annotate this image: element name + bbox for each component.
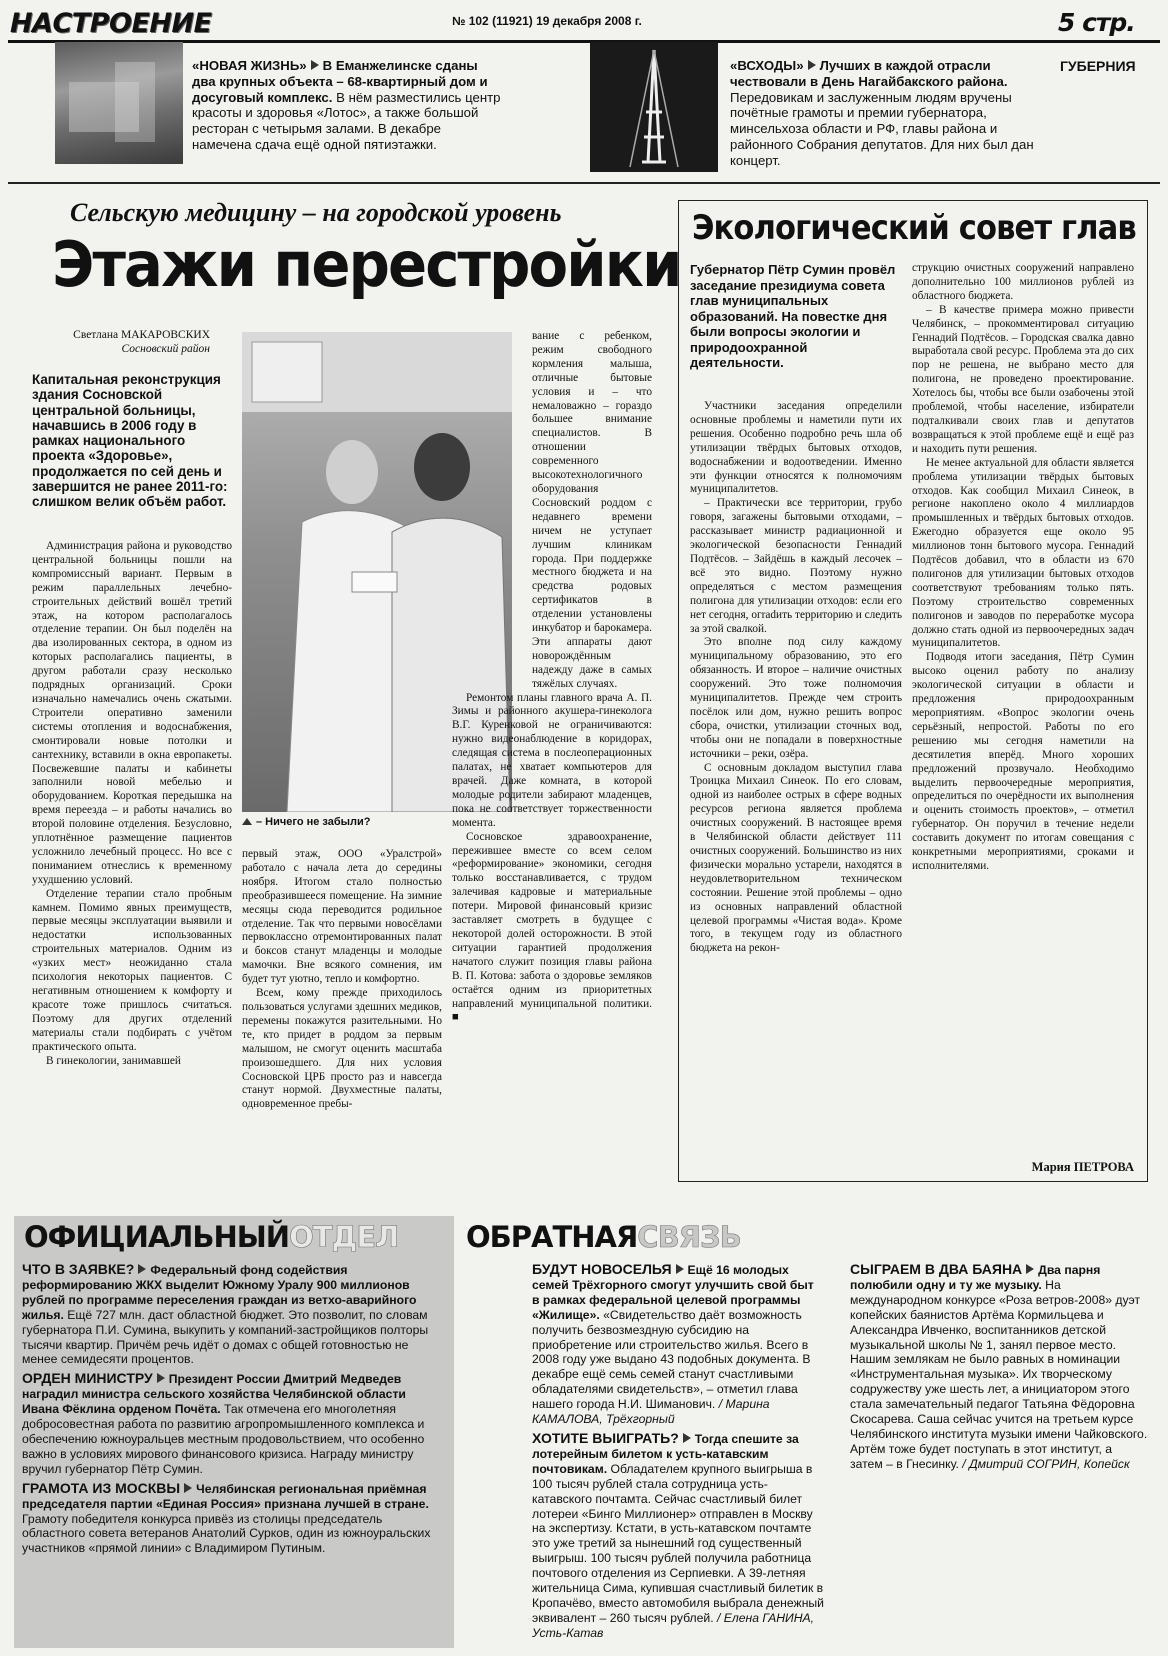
feedback-item-1-lead: Ещё 16 молодых семей Трёхгорного смогут улучшить свой быт в рамках федеральной целевой программы «Жилище». [532, 1263, 814, 1322]
teaser-photo-tower [590, 42, 718, 172]
tower-lights-icon [590, 42, 718, 172]
feedback-header-a: ОБРАТНАЯ [466, 1220, 638, 1254]
main-author [30, 328, 210, 356]
issue-date: № 102 (11921) 19 декабря 2008 г. [452, 14, 642, 28]
main-col1-p2: Отделение терапии стало пробным камнем. Помимо явных преимуществ, первые месяцы эксплуатации выявили и недостатки использованных строительных материалов. Одним из «узких мест» неожиданно стала психология некоторых пациентов. С негативным отношением к комфорту и красоте тоже пришлось считаться. Поэтому для других отделений материалы стали подбирать с учётом практического опыта. [32, 887, 232, 1053]
feedback-item-2-sign: / Елена ГАНИНА, Усть-Катав [532, 1610, 815, 1640]
official-items [22, 1262, 446, 1646]
main-col1-p1: Администрация района и руководство центральной больницы пошли на компромиссный вариант. Первым в режим параллельных лечебно-строительных действий вошёл третий этаж, на котором располагалось отделение терапии. Он был поделён на два изолированных сектора, в одном из которых располагались пациенты, в другом работали сразу несколько подрядных организаций. Сроки изначально намечались очень сжатыми. Строители оперативно заменили системы отопления и водоснабжения, смонтировали новые потолки и сантехнику, вставили в окна европакеты. Посвежевшие палаты и кабинеты заполнили новой мебелью и оборудованием. Короткая передышка на время переезда – и работы начались во второй половине отделения. Безусловно, уплотнённое размещение пациентов усложнило лечебный процесс. Но все с пониманием отнеслись к временному ухудшению условий. [32, 540, 232, 886]
page-number: 5 стр. [1058, 8, 1135, 37]
teaser-1-paper: «НОВАЯ ЖИЗНЬ» [192, 58, 307, 73]
official-header-a: ОФИЦИАЛЬНЫЙ [24, 1220, 290, 1254]
feedback-item-2-text: Обладателем крупного выигрыша в 100 тысяч рублей стала сотрудница усть-катавского почтамта. Сейчас счастливый билет лотереи «Бинго Миллионер» отправлен в Москву на экспертизу. Кстати, в усть-катавском почтамте это уже третий за нынешний год существенный выигрыш. 100 тысяч рублей получила работница почтового отделения из Серпиевки. А 39-летняя жительница Сима, купившая счастливый билетик в Кропачёво, вместо автомобиля выбрала денежный эквивалент – 260 тысяч рублей. [532, 1461, 824, 1625]
arrow-icon [311, 60, 319, 70]
arrow-icon [138, 1264, 146, 1274]
main-col-2 [242, 848, 442, 1153]
official-item-2 [22, 1371, 446, 1476]
arrow-icon [1026, 1264, 1034, 1274]
eco-title: Экологический совет глав [692, 208, 1136, 248]
author-district: Сосновский район [121, 343, 210, 355]
teaser-photo-building [55, 42, 183, 164]
main-col2-p1: первый этаж, ООО «Уралстрой» работало с начала лета до середины ноября. Итогом стало полностью преобразившееся помещение. На зимние месяцы сюда переводится родильное отделение. Так что первыми новосёлами первоклассно отремонтированных палат и боксов станут младенцы и молодые мамочки. Вне всякого сомнения, им будет тут уютно, тепло и комфортно. [242, 848, 442, 986]
teaser-1-lead: В Еманжелинске сданы два крупных объекта – 68-квартирный дом и досуговый комплекс. [192, 58, 488, 105]
feedback-item-3-head: СЫГРАЕМ В ДВА БАЯНА [850, 1262, 1023, 1277]
feedback-item-3 [850, 1262, 1148, 1472]
official-item-3-head: ГРАМОТА ИЗ МОСКВЫ [22, 1479, 181, 1496]
arrow-icon [157, 1373, 165, 1383]
feedback-col-1 [532, 1262, 824, 1650]
main-lead: Капитальная реконструкция здания Сосновской центральной больницы, начавшись в 2006 году в рамках национального проекта «Здоровье», продолжается по сей день и завершится не ранее 2011-го: слишком велик объём работ. [32, 372, 228, 510]
eco-author: Мария ПЕТРОВА [1031, 1160, 1134, 1174]
eco-col1-p3: Это вполне под силу каждому муниципальному образованию, это его обязанность. И второе – наличие очистных сооружений. Это тоже полномочия муниципалитетов. Прежде чем строить посёлок или дом, нужно решить вопрос сбора, очистки, утилизации сточных вод, чтобы они не попадали в поверхностные источники – реки, озёра. [690, 636, 902, 760]
eco-col2-p1: струкцию очистных сооружений направлено дополнительно 100 миллионов рублей из областного бюджета. [912, 262, 1134, 302]
teaser-1-text: В нём разместились центр красоты и здоровья «Лотос», а также большой ресторан с четырьмя залами. В декабре намечена сдача ещё одной пятиэтажки. [192, 89, 501, 152]
feedback-item-2-head: ХОТИТЕ ВЫИГРАТЬ? [532, 1429, 679, 1446]
main-col-3 [452, 330, 652, 1155]
official-header [24, 1220, 398, 1254]
arrow-icon [676, 1264, 684, 1274]
eco-col1-p1: Участники заседания определили основные проблемы и наметили пути их решения. Особенно подробно речь шла об утилизации твёрдых бытовых отходов, водоснабжении и водоотведении. Именно эти функции относятся к полномочиям муниципалитетов. [690, 400, 902, 496]
section-title: НАСТРОЕНИЕ [10, 8, 212, 39]
main-kicker: Сельскую медицину – на городской уровень [70, 198, 562, 227]
main-col-1 [32, 540, 232, 1155]
official-item-1 [22, 1262, 446, 1367]
official-item-3 [22, 1481, 446, 1557]
official-item-2-text: Так отмечена его многолетняя добросовестная работа по развитию агропромышленного комплекса и обеспечению южноуральцев местным продовольствием, что особенно важно в условиях мирового финансового кризиса. Награду министру вручил губернатор Пётр Сумин. [22, 1402, 425, 1476]
eco-col2-p2: – В качестве примера можно привести Челябинск, – прокомментировал ситуацию Геннадий Подтёсов. – Городская свалка давно выработала свой ресурс. Проблема эта до сих пор не решена, не выбрано место для полигона, не проведено проектирование. Хотелось бы, чтобы все были озабочены этой проблемой, чтобы население, избиратели подталкивали своих глав и депутатов возвращаться к этой проблеме ещё и ещё раз и находить пути решения. [912, 303, 1134, 455]
feedback-item-1-sign: / Марина КАМАЛОВА, Трёхгорный [532, 1397, 770, 1427]
official-item-1-head: ЧТО В ЗАЯВКЕ? [22, 1262, 135, 1277]
feedback-item-1-text: «Свидетельство даёт возможность получить безвозмездную субсидию на приобретение или строительство жилья. Всего в 2008 году уже выдано 43 подобных документа. В декабре ещё семь семей станут счастливыми обладателями свидетельств», – отметил глава нашего города Н.И. Шиманович. [532, 1307, 811, 1412]
eco-col-1 [690, 400, 902, 1155]
teaser-2-paper: «ВСХОДЫ» [730, 58, 804, 73]
arrow-icon [808, 60, 816, 70]
photo-caption [242, 816, 371, 828]
main-col3-p2: Ремонтом планы главного врача А. П. Зимы и районного акушера-гинеколога В.Г. Куренковой не ограничиваются: нужно видеонаблюдение в коридорах, следящая система в послеоперационных палатах, не хватает компьютеров для врачей. Даже комната, в которой молодые родители забирают младенцев, пока не соответствует торжественности момента. [452, 691, 652, 829]
eco-col1-p2: – Практически все территории, грубо говоря, загажены бытовыми отходами, – рассказывает министр радиационной и экологической безопасности Геннадий Подтёсов. – Зайдёшь в каждый лесочек – всё это видно. Поэтому нужно определяться с местом размещения полигона для утилизации отходов: если его нет сегодня, огradить территорию и следить за этой свалкой. [690, 497, 902, 635]
feedback-item-2-lead: Тогда спешите за лотерейным билетом к усть-катавским почтовикам. [532, 1431, 799, 1476]
official-item-2-head: ОРДЕН МИНИСТРУ [22, 1370, 153, 1387]
main-col3-p1: вание с ребенком, режим свободного кормления малыша, отличные бытовые условия и – что немаловажно – гораздо большее внимание специалистов. В отношении современного высокотехнологичного оборудования Сосновский роддом с недавнего времени ничем не уступает лучшим клиникам города. При поддержке местного бюджета и на средства родовых сертификатов в отделении установлены инкубатор и барокамера. Эти аппараты дают новорождённым надежду даже в самых тяжёлых случаях. [532, 330, 652, 690]
eco-col-2 [912, 262, 1134, 1132]
feedback-col-2 [850, 1262, 1148, 1650]
teaser-rule [8, 182, 1160, 184]
official-item-3-lead: Челябинская региональная приёмная председателя партии «Единая Россия» признана лучшей в стране. [22, 1481, 429, 1511]
teaser-2-text: Передовикам и заслуженным людям вручены почётные грамоты и премии губернатора, минсельхоза области и РФ, главы района и районного Собрания депутатов. Для них был дан концерт. [730, 89, 1034, 168]
teaser-2-lead: Лучших в каждой отрасли чествовали в День Нагайбакского района. [730, 58, 1008, 89]
main-title: Этажи перестройки [52, 228, 681, 301]
official-item-1-text: Ещё 727 млн. даст областной бюджет. Это позволит, по словам губернатора П.И. Сумина, выкупить у компаний-застройщиков полторы тысячи квартир. Причём речь идёт о домах с общей готовностью не менее семидесяти процентов. [22, 1307, 429, 1367]
arrow-icon [683, 1433, 691, 1443]
photo-caption-text: – Ничего не забыли? [256, 816, 371, 828]
feedback-item-3-text: На международном конкурсе «Роза ветров-2008» дуэт копейских баянистов Артёма Кормильцева и Александра Ивченко, воспитанников детской музыкальной школы № 1, занял первое место. Нашим землякам не было равных в номинации «Инструментальная музыка». Их творческому содружеству уже шесть лет, а инициатором этого стала замечательный педагог Татьяна Фёдоровна Скосарева. Саша сейчас учится на третьем курсе Челябинского института музыки имени Чайковского. Артём тоже будет поступать в этот институт, а затем – в Гнесинку. [850, 1277, 1148, 1471]
teaser-2 [730, 58, 1048, 169]
feedback-item-1 [532, 1262, 824, 1427]
feedback-item-3-sign: / Дмитрий СОГРИН, Копейск [962, 1456, 1130, 1471]
feedback-item-2 [532, 1431, 824, 1641]
teaser-1 [192, 58, 502, 153]
main-col3-p3: Сосновское здравоохранение, пережившее вместе со всем селом «реформирование» экономики, сегодня только восстанавливается, с трудом залечивая кадровые и материальные потери. Мировой финансовый кризис заставляет смотреть в будущее с некоторой долей осторожности. В этой ситуации гарантией продолжения начатого служит позиция главы района В. П. Котова: забота о здоровье земляков остаётся одним из приоритетных направлений муниципальной политики. ■ [452, 830, 652, 1024]
official-item-1-lead: Федеральный фонд содействия реформированию ЖКХ выделит Южному Уралу 900 миллионов рублей по программе переселения граждан из ветхо-аварийного жилья. [22, 1263, 417, 1322]
eco-col2-p3: Не менее актуальной для области является проблема утилизации твёрдых бытовых отходов. Как сообщил Михаил Синеок, в регионе накоплено около 4 миллиардов промышленных и твёрдых бытовых отходов. Ежегодно образуется еще около 95 миллионов тонн бытового мусора. Геннадий Подтёсов добавил, что в области из 670 полигонов для утилизации бытовых отходов соответствуют требованиям только пять. Поэтому строительство современных полигонов и заводов по переработке мусора должно стать одной из первоочередных задач муниципалитетов. [912, 456, 1134, 650]
feedback-item-3-lead: Два парня полюбили одну и ту же музыку. [850, 1263, 1101, 1292]
eco-col2-p4: Подводя итоги заседания, Пётр Сумин высоко оценил работу по анализу экологической ситуации в области и предложения природоохранным мероприятиям. «Вопрос экологии очень серьёзный, непростой. Работы по его решению мы сегодня наметили на десятилетия вперёд. Много хороших предложений прозвучало. Необходимо выделить первоочередные мероприятия, определиться по очерёдности их выполнения и оценить стоимость проектов», – отметил губернатор. Он поручил в течение недели составить документ по итогам совещания с конкретными мероприятиями, сроками и исполнителями. [912, 651, 1134, 872]
triangle-up-icon [242, 818, 252, 825]
official-header-b: ОТДЕЛ [289, 1220, 399, 1254]
feedback-header-b: СВЯЗЬ [637, 1220, 741, 1254]
region-label: ГУБЕРНИЯ [1060, 58, 1136, 74]
official-item-3-text: Грамоту победителя конкурса привёз из столицы председатель областного совета ветеранов Анатолий Сурков, один из южноуральских участников «прямой линии» с Владимиром Путиным. [22, 1511, 431, 1556]
author-name: Светлана МАКАРОВСКИХ [73, 329, 210, 341]
main-col1-p3: В гинекологии, занимавшей [46, 1054, 181, 1067]
feedback-item-1-head: БУДУТ НОВОСЕЛЬЯ [532, 1262, 672, 1277]
eco-col1-p4: С основным докладом выступил глава Троицка Михаил Синеок. По его словам, одной из наиболее острых в сфере водных ресурсов региона является проблема очистных сооружений. В настоящее время в Челябинской области действует 111 очистных сооружений. Большинство из них физически морально устарели, находятся в неудовлетворительном техническом состоянии. Решение этой проблемы – одно из основных направлений областной целевой программы «Чистая вода». Кроме того, в текущем году из областного бюджета на рекон- [690, 761, 902, 955]
feedback-header [466, 1220, 741, 1254]
official-item-2-lead: Президент России Дмитрий Медведев наградил министра сельского хозяйства Челябинской области Ивана Фёклина орденом Почёта. [22, 1372, 406, 1417]
eco-lead: Губернатор Пётр Сумин провёл заседание президиума совета глав муниципальных образований. На повестке дня были вопросы экологии и природоохранной деятельности. [690, 262, 896, 370]
arrow-icon [184, 1483, 192, 1493]
main-col2-p2: Всем, кому прежде приходилось пользоваться услугами здешних медиков, перемены покажутся разительными. Но те, кто придет в роддом за первым малышом, не смогут оценить масштаба произошедшего. Для них условия Сосновской ЦРБ просто раз и навсегда станут нормой. Двухместные палаты, одновременное пребы- [242, 987, 442, 1111]
